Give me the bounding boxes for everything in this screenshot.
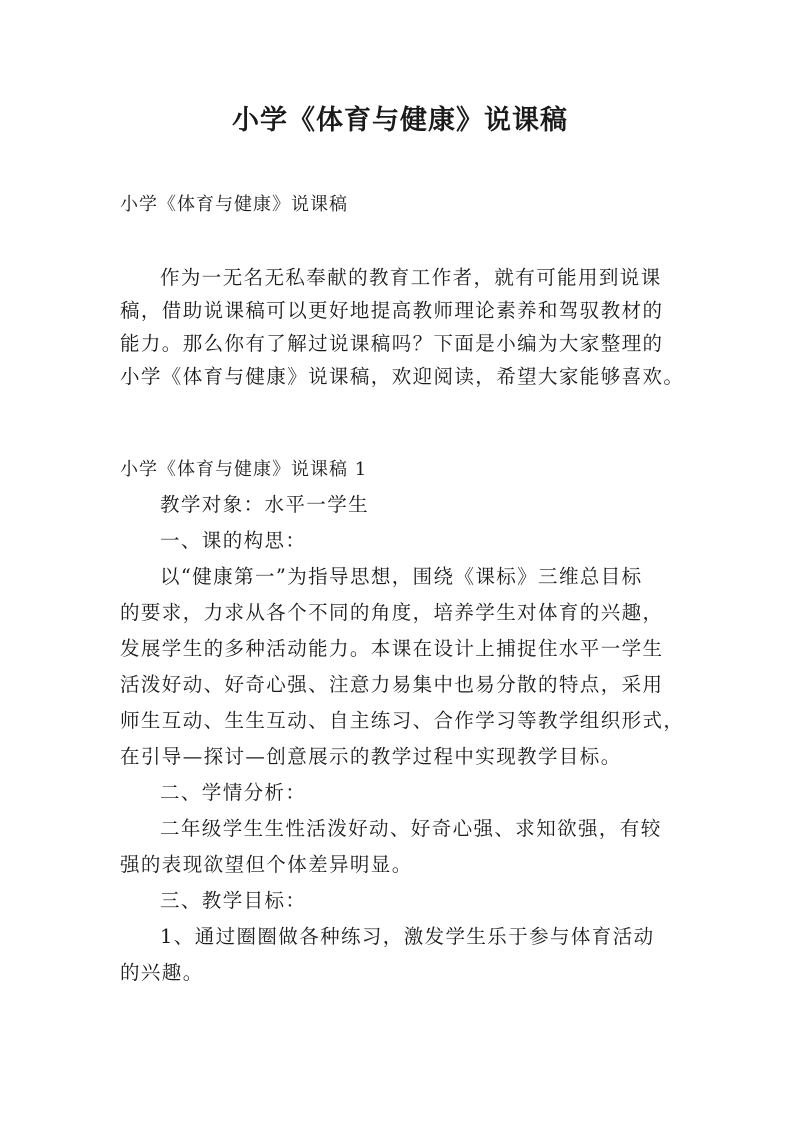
goal-paragraph-line: 的兴趣。	[120, 961, 204, 984]
intro-line: 小学《体育与健康》说课稿，欢迎阅读，希望大家能够喜欢。	[120, 365, 685, 388]
concept-paragraph-line: 活泼好动、好奇心强、注意力易集中也易分散的特点，采用	[120, 673, 664, 696]
lesson-body	[120, 487, 700, 991]
analysis-paragraph-line: 强的表现欲望但个体差异明显。	[120, 853, 413, 876]
document-title: 小学《体育与健康》说课稿	[232, 105, 568, 136]
section-label-concept: 一、课的构思：	[160, 529, 307, 552]
document-subtitle: 小学《体育与健康》说课稿	[120, 194, 348, 215]
concept-paragraph-line: 发展学生的多种活动能力。本课在设计上捕捉住水平一学生	[120, 637, 664, 660]
section-label-goals: 三、教学目标：	[160, 889, 307, 912]
concept-paragraph-line: 师生互动、生生互动、自主练习、合作学习等教学组织形式，	[120, 709, 685, 732]
teaching-target-line: 教学对象：水平一学生	[160, 493, 370, 516]
section-heading: 小学《体育与健康》说课稿 1	[120, 459, 368, 480]
concept-paragraph-line: 的要求，力求从各个不同的角度，培养学生对体育的兴趣，	[120, 601, 664, 624]
intro-paragraph	[120, 261, 700, 393]
concept-paragraph-line: 在引导—探讨—创意展示的教学过程中实现教学目标。	[120, 745, 622, 768]
section-label-analysis: 二、学情分析：	[160, 781, 307, 804]
concept-paragraph-line: 以“健康第一”为指导思想，围绕《课标》三维总目标	[160, 565, 643, 588]
analysis-paragraph-line: 二年级学生生性活泼好动、好奇心强、求知欲强，有较	[160, 817, 662, 840]
intro-line: 能力。那么你有了解过说课稿吗？下面是小编为大家整理的	[120, 332, 664, 355]
intro-line: 作为一无名无私奉献的教育工作者，就有可能用到说课	[160, 266, 662, 289]
goal-paragraph-line: 1、通过圈圈做各种练习，激发学生乐于参与体育活动	[160, 925, 655, 948]
intro-line: 稿，借助说课稿可以更好地提高教师理论素养和驾驭教材的	[120, 299, 664, 322]
